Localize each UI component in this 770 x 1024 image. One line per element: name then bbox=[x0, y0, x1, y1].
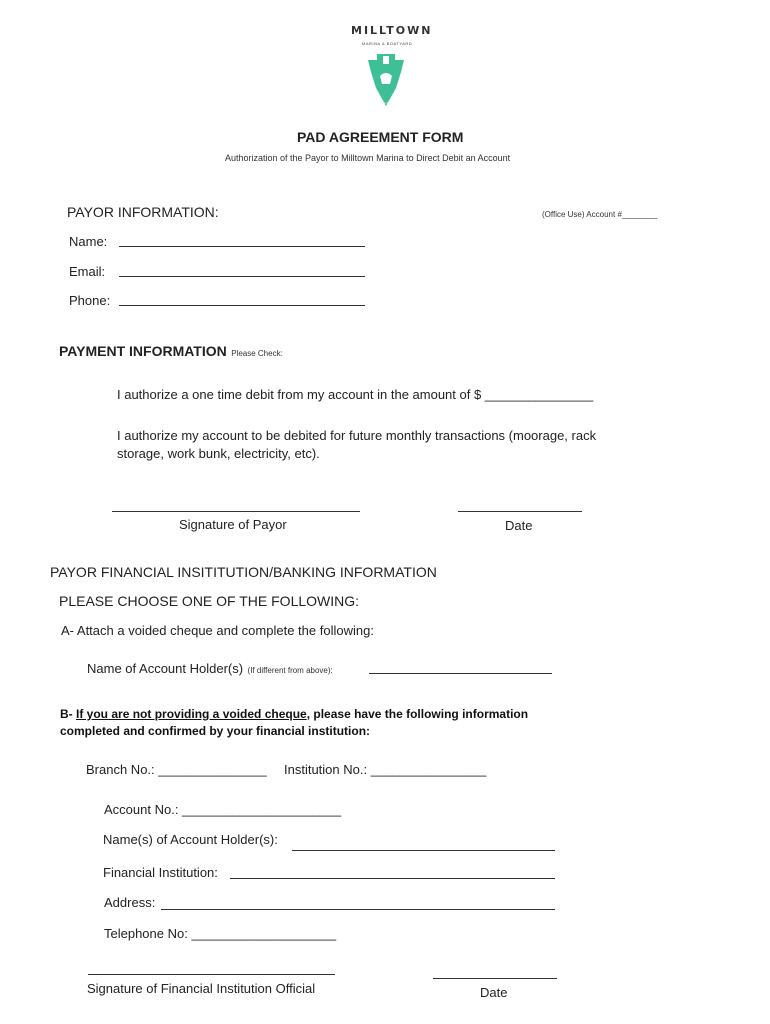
page-title: PAD AGREEMENT FORM bbox=[297, 129, 464, 145]
holder-label: Name of Account Holder(s) bbox=[87, 661, 244, 676]
institution-field[interactable]: Institution No.: ________________ bbox=[284, 762, 487, 777]
account-field[interactable]: Account No.: ______________________ bbox=[104, 802, 342, 817]
payor-signature-label: Signature of Payor bbox=[179, 517, 287, 532]
email-field[interactable] bbox=[119, 276, 365, 277]
banking-heading: PAYOR FINANCIAL INSITITUTION/BANKING INFORMATION bbox=[50, 564, 437, 580]
name-label: Name: bbox=[69, 234, 108, 249]
option-one-time[interactable]: I authorize a one time debit from my account in the amount of $ _______________ bbox=[117, 387, 594, 402]
fi-field[interactable] bbox=[230, 878, 555, 879]
fi-signature-field[interactable] bbox=[88, 974, 335, 975]
option-monthly-line2: storage, work bunk, electricity, etc). bbox=[117, 446, 320, 461]
office-use-account: (Office Use) Account #________ bbox=[542, 210, 658, 219]
option-a: A- Attach a voided cheque and complete the following: bbox=[61, 623, 374, 638]
option-b-prefix: B- bbox=[60, 707, 73, 721]
choose-heading: PLEASE CHOOSE ONE OF THE FOLLOWING: bbox=[59, 593, 360, 609]
fi-date-field[interactable] bbox=[433, 978, 557, 979]
option-monthly-line1[interactable]: I authorize my account to be debited for future monthly transactions (moorage, rack bbox=[117, 428, 597, 443]
option-b-line1 bbox=[60, 707, 528, 721]
name-field[interactable] bbox=[119, 246, 365, 247]
option-b-underlined: If you are not providing a voided cheque bbox=[76, 707, 307, 721]
address-field[interactable] bbox=[161, 909, 555, 910]
names-field[interactable] bbox=[292, 850, 555, 851]
option-b-rest: , please have the following information bbox=[306, 707, 529, 721]
holder-row bbox=[87, 660, 333, 678]
fi-signature-label: Signature of Financial Institution Official bbox=[87, 981, 316, 996]
holder-field[interactable] bbox=[369, 673, 552, 674]
payor-heading: PAYOR INFORMATION: bbox=[67, 204, 219, 220]
phone-label: Phone: bbox=[69, 293, 111, 308]
phone-field[interactable] bbox=[119, 305, 365, 306]
holder-note: (If different from above): bbox=[247, 666, 333, 675]
payor-date-field[interactable] bbox=[458, 511, 582, 512]
logo-subtitle: MARINA & BOATYARD bbox=[362, 41, 413, 46]
page-subtitle: Authorization of the Payor to Milltown Marina to Direct Debit an Account bbox=[225, 153, 511, 163]
address-label: Address: bbox=[104, 895, 156, 910]
names-label: Name(s) of Account Holder(s): bbox=[103, 832, 278, 847]
payment-note: Please Check: bbox=[231, 349, 283, 358]
fi-date-label: Date bbox=[480, 985, 508, 1000]
logo-emblem-icon bbox=[365, 48, 407, 108]
payment-heading-row bbox=[59, 343, 283, 361]
branch-field[interactable]: Branch No.: _______________ bbox=[86, 762, 267, 777]
payment-heading: PAYMENT INFORMATION bbox=[59, 343, 227, 359]
payor-date-label: Date bbox=[505, 518, 533, 533]
payor-signature-field[interactable] bbox=[112, 511, 360, 512]
fi-label: Financial Institution: bbox=[103, 865, 218, 880]
telephone-field[interactable]: Telephone No: ____________________ bbox=[104, 926, 337, 941]
option-b-line2: completed and confirmed by your financial institution: bbox=[60, 724, 371, 738]
logo-name: MILLTOWN bbox=[351, 24, 433, 37]
email-label: Email: bbox=[69, 264, 106, 279]
